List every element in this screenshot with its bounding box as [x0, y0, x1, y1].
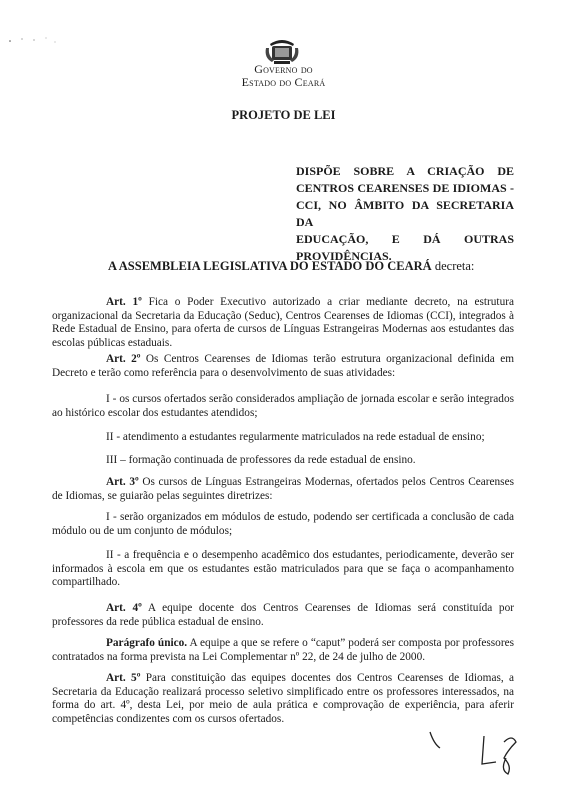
assembly-name: A ASSEMBLEIA LEGISLATIVA DO ESTADO DO CEARÁ	[108, 259, 432, 273]
article-3-item-i: I - serão organizados em módulos de estudo, podendo ser certificada a conclusão de cada módulo ou de um conjunto de módulos;	[52, 511, 514, 537]
article-label: Art. 1º	[106, 296, 142, 308]
article-1	[52, 296, 514, 350]
article-label: Art. 5º	[106, 672, 141, 684]
bill-summary	[296, 163, 514, 265]
article-2-item-iii: III – formação continuada de professores da rede estadual de ensino.	[106, 454, 416, 466]
paragraph-text: A equipe a que se refere o “caput” poderá ser composta por professores contratados na forma prevista na Lei Complementar nº 22, de 24 de julho de 2000.	[52, 637, 514, 663]
bill-summary-line: CENTROS CEARENSES DE IDIOMAS -	[296, 181, 514, 195]
article-text: Os Centros Cearenses de Idiomas terão estrutura organizacional definida em Decreto e terão como referência para o desenvolvimento de suas atividades:	[52, 353, 514, 379]
article-label: Art. 4º	[106, 602, 142, 614]
sole-paragraph	[52, 637, 514, 664]
article-text: Os cursos de Línguas Estrangeiras Modernas, ofertados pelos Centros Cearenses de Idiomas, se guiarão pelas seguintes diretrizes:	[52, 476, 514, 502]
article-2-item-i: I - os cursos ofertados serão considerados ampliação de jornada escolar e serão integrados ao histórico escolar dos estudantes atendidos;	[52, 393, 514, 419]
article-label: Art. 3º	[106, 476, 139, 488]
enacting-verb: decreta:	[431, 259, 475, 273]
paragraph-label: Parágrafo único.	[106, 637, 188, 649]
article-5	[52, 672, 514, 726]
bill-summary-line: DISPÕE SOBRE A CRIAÇÃO DE	[296, 164, 514, 178]
article-3-item-ii: II - a frequência e o desempenho acadêmico dos estudantes, periodicamente, deverão ser informados à escola em que os estudantes estão matriculados para que se faça o acompanhamento compartilhado.	[52, 549, 514, 588]
article-3	[52, 476, 514, 503]
article-text: A equipe docente dos Centros Cearenses de Idiomas será constituída por professores da rede pública estadual de ensino.	[52, 602, 514, 628]
document-title: PROJETO DE LEI	[231, 108, 336, 122]
article-2-item-ii: II - atendimento a estudantes regularmente matriculados na rede estadual de ensino;	[106, 431, 485, 443]
article-4	[52, 602, 514, 629]
article-label: Art. 2º	[106, 353, 141, 365]
bill-summary-line: CCI, NO ÂMBITO DA SECRETARIA DA	[296, 198, 514, 229]
bill-summary-line: PROVIDÊNCIAS.	[296, 249, 392, 263]
handwritten-initials	[400, 724, 540, 784]
enacting-clause	[108, 259, 474, 274]
state-label: Estado do Ceará	[241, 75, 326, 89]
bill-summary-line: EDUCAÇÃO, E DÁ OUTRAS	[296, 232, 514, 246]
scan-specks	[8, 36, 58, 44]
article-text: Fica o Poder Executivo autorizado a criar mediante decreto, na estrutura organizacional da Secretaria da Educação (Seduc), Centros Cearenses de Idiomas (CCI), integrados à Rede Estadual de Ensino, para oferta de cursos de Línguas Estrangeiras Modernas aos estudantes das escolas públicas estaduais.	[52, 296, 514, 349]
article-2	[52, 353, 514, 380]
article-text: Para constituição das equipes docentes dos Centros Cearenses de Idiomas, a Secretaria da Educação realizará processo seletivo simplificado entre os professores interessados, na forma do art. 4º, desta Lei, por meio de aula prática e comprovação de experiência, para aferir competências condizentes com os cursos ofertados.	[52, 672, 514, 725]
government-label: Governo do	[254, 62, 313, 76]
